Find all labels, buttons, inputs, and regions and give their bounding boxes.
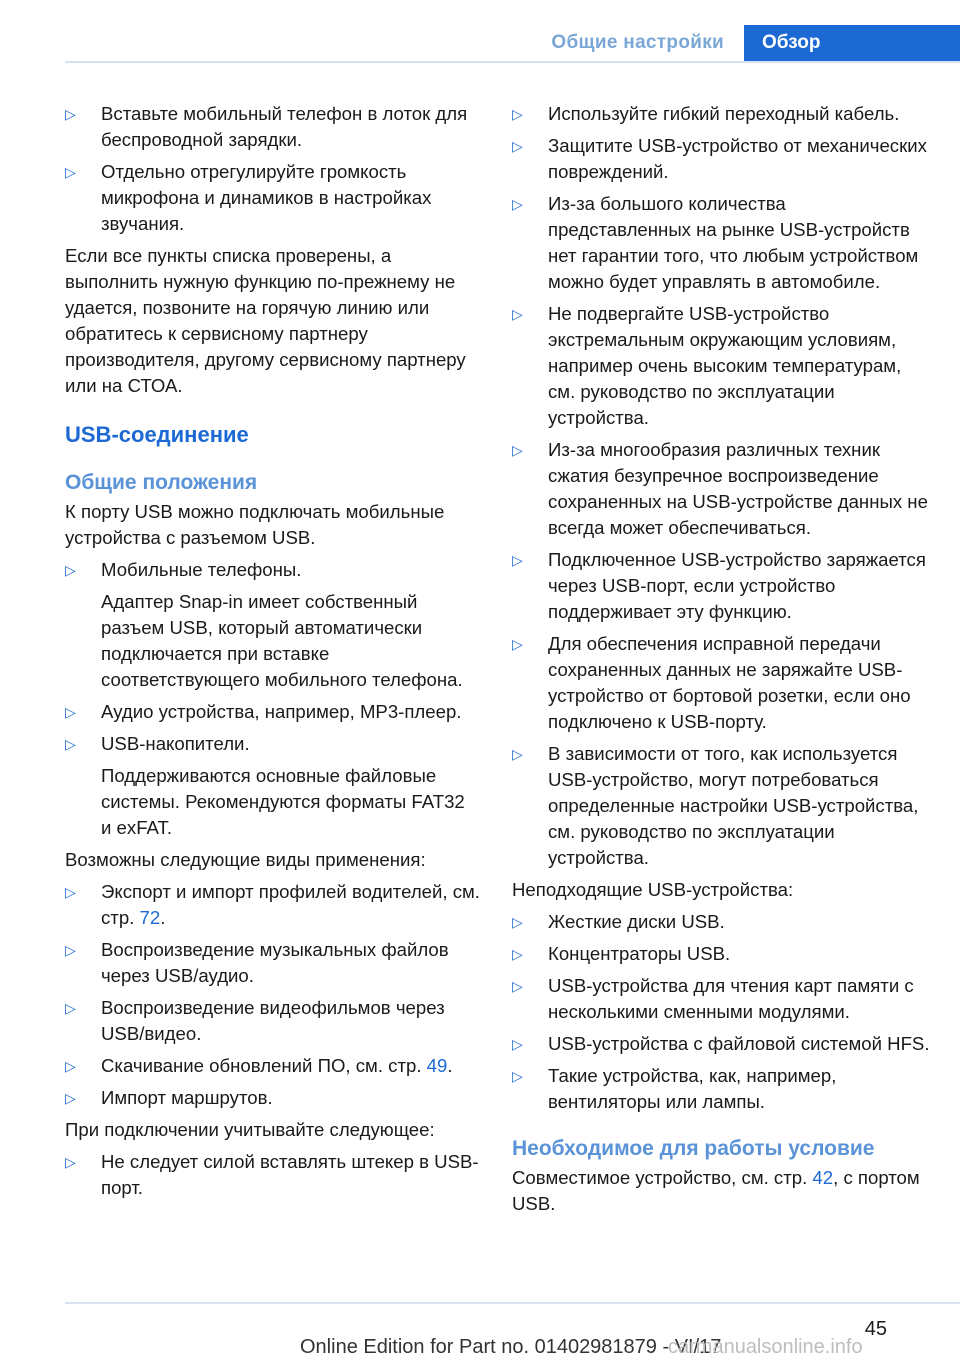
header-tabs	[529, 25, 960, 61]
list-item	[65, 731, 480, 841]
subheading-general: Общие положения	[65, 471, 258, 494]
item-text: Используйте гибкий переходный кабель.	[548, 103, 900, 124]
triangle-bullet-icon: ▷	[512, 306, 523, 322]
list-item	[512, 741, 932, 871]
list-item	[512, 301, 932, 431]
item-text: Не подвергайте USB-устройство экстремальным окружающим условиям, например очень высоким температурам, см. руководство по эксплуатации устройства.	[548, 303, 902, 428]
item-suffix: .	[160, 907, 166, 928]
item-text: Воспроизведение музыкальных файлов через USB/аудио.	[101, 939, 449, 986]
header-divider	[65, 61, 960, 63]
footer-divider	[65, 1302, 960, 1304]
item-text: Концентраторы USB.	[548, 943, 731, 964]
triangle-bullet-icon: ▷	[65, 884, 76, 900]
list-item	[512, 909, 932, 935]
item-text: Скачивание обновлений ПО, см. стр.	[101, 1055, 427, 1076]
triangle-bullet-icon: ▷	[65, 1000, 76, 1016]
triangle-bullet-icon: ▷	[512, 746, 523, 762]
item-text: Экспорт и импорт профилей водителей, см. стр.	[101, 881, 480, 928]
list-item	[65, 879, 480, 931]
list-item	[512, 941, 932, 967]
triangle-bullet-icon: ▷	[512, 138, 523, 154]
list-item	[512, 437, 932, 541]
item-text: USB-устройства для чтения карт памяти с несколькими сменными модулями.	[548, 975, 914, 1022]
triangle-bullet-icon: ▷	[65, 704, 76, 720]
item-text: Такие устройства, как, например, вентиляторы или лампы.	[548, 1065, 837, 1112]
triangle-bullet-icon: ▷	[512, 978, 523, 994]
list-item	[65, 557, 480, 693]
item-text: Из-за большого количества представленных на рынке USB-устройств нет гарантии того, что любым устройством можно будет управлять в автомобиле.	[548, 193, 919, 292]
list-item	[65, 1149, 480, 1201]
heading-usb-connection: USB-соединение	[65, 422, 249, 447]
subheading-requirement: Необходимое для работы условие	[512, 1137, 875, 1160]
triangle-bullet-icon: ▷	[512, 196, 523, 212]
list-item	[65, 937, 480, 989]
page-link-49[interactable]: 49	[426, 1055, 448, 1076]
item-detail: Адаптер Snap-in имеет собственный разъем USB, который автоматически подключается при вставке соответствующего мобильного телефона.	[101, 591, 463, 690]
triangle-bullet-icon: ▷	[512, 106, 523, 122]
tab-overview[interactable]: Обзор	[744, 25, 960, 61]
triangle-bullet-icon: ▷	[512, 946, 523, 962]
list-item	[512, 101, 932, 127]
triangle-bullet-icon: ▷	[65, 942, 76, 958]
requirement-suffix: , с портом USB.	[512, 1167, 920, 1214]
item-text: Отдельно отрегулируйте громкость микрофона и динамиков в настройках звучания.	[101, 161, 432, 234]
triangle-bullet-icon: ▷	[512, 552, 523, 568]
list-item	[65, 159, 480, 237]
list-item	[512, 1063, 932, 1115]
left-column	[65, 101, 480, 1207]
paragraph-intro: К порту USB можно подключать мобильные устройства с разъемом USB.	[65, 501, 445, 548]
list-item	[512, 631, 932, 735]
list-item	[65, 1053, 480, 1079]
triangle-bullet-icon: ▷	[512, 914, 523, 930]
list-item	[65, 699, 480, 725]
item-text: Не следует силой вставлять штекер в USB-порт.	[101, 1151, 479, 1198]
item-text: Защитите USB-устройство от механических повреждений.	[548, 135, 927, 182]
item-text: Мобильные телефоны.	[101, 559, 302, 580]
item-suffix: .	[447, 1055, 453, 1076]
triangle-bullet-icon: ▷	[65, 1090, 76, 1106]
item-text: Подключенное USB-устройство заряжается через USB-порт, если устройство поддерживает эту функцию.	[548, 549, 926, 622]
watermark: carmanualsonline.info	[668, 1336, 863, 1358]
item-text: USB-накопители.	[101, 733, 250, 754]
triangle-bullet-icon: ▷	[65, 736, 76, 752]
triangle-bullet-icon: ▷	[512, 1068, 523, 1084]
item-text: В зависимости от того, как используется USB-устройство, могут потребоваться определенные настройки USB-устройства, см. руководство по эксплуатации устройства.	[548, 743, 919, 868]
item-text: USB-устройства с файловой системой HFS.	[548, 1033, 930, 1054]
list-item	[65, 995, 480, 1047]
triangle-bullet-icon: ▷	[65, 1154, 76, 1170]
triangle-bullet-icon: ▷	[65, 106, 76, 122]
item-detail: Поддерживаются основные файловые системы. Рекомендуются форматы FAT32 и exFAT.	[101, 765, 465, 838]
item-text: Вставьте мобильный телефон в лоток для беспроводной зарядки.	[101, 103, 468, 150]
page-link-42[interactable]: 42	[812, 1167, 834, 1188]
page-number: 45	[864, 1318, 887, 1340]
tab-general-settings[interactable]: Общие настройки	[551, 32, 724, 53]
triangle-bullet-icon: ▷	[512, 442, 523, 458]
paragraph-support: Если все пункты списка проверены, а выполнить нужную функцию по-прежнему не удается, позвоните на горячую линию или обратитесь к сервисному партнеру производителя, другому сервисному партнеру или на СТОА.	[65, 245, 466, 396]
triangle-bullet-icon: ▷	[65, 164, 76, 180]
page-link-72[interactable]: 72	[139, 907, 161, 928]
item-text: Для обеспечения исправной передачи сохраненных данных не заряжайте USB-устройство от бортовой розетки, если оно подключено к USB-порту.	[548, 633, 911, 732]
paragraph-note: При подключении учитывайте следующее:	[65, 1119, 435, 1140]
list-item	[512, 547, 932, 625]
list-item	[65, 101, 480, 153]
item-text: Воспроизведение видеофильмов через USB/видео.	[101, 997, 445, 1044]
list-item	[512, 973, 932, 1025]
list-item	[65, 1085, 480, 1111]
paragraph-requirement	[512, 1165, 932, 1217]
list-item	[512, 133, 932, 185]
list-item	[512, 191, 932, 295]
list-item	[512, 1031, 932, 1057]
item-text: Импорт маршрутов.	[101, 1087, 273, 1108]
right-column	[512, 101, 932, 1223]
item-text: Жесткие диски USB.	[548, 911, 725, 932]
paragraph-uses: Возможны следующие виды применения:	[65, 849, 426, 870]
edition-note: Online Edition for Part no. 01402981879 - VI/17	[300, 1336, 722, 1358]
triangle-bullet-icon: ▷	[65, 562, 76, 578]
requirement-text: Совместимое устройство, см. стр.	[512, 1167, 813, 1188]
triangle-bullet-icon: ▷	[512, 636, 523, 652]
triangle-bullet-icon: ▷	[512, 1036, 523, 1052]
item-text: Аудио устройства, например, MP3-плеер.	[101, 701, 462, 722]
item-text: Из-за многообразия различных техник сжатия безупречное воспроизведение сохраненных на USB-устройстве данных не всегда может обеспечиваться.	[548, 439, 928, 538]
paragraph-unsuitable: Неподходящие USB-устройства:	[512, 879, 794, 900]
triangle-bullet-icon: ▷	[65, 1058, 76, 1074]
